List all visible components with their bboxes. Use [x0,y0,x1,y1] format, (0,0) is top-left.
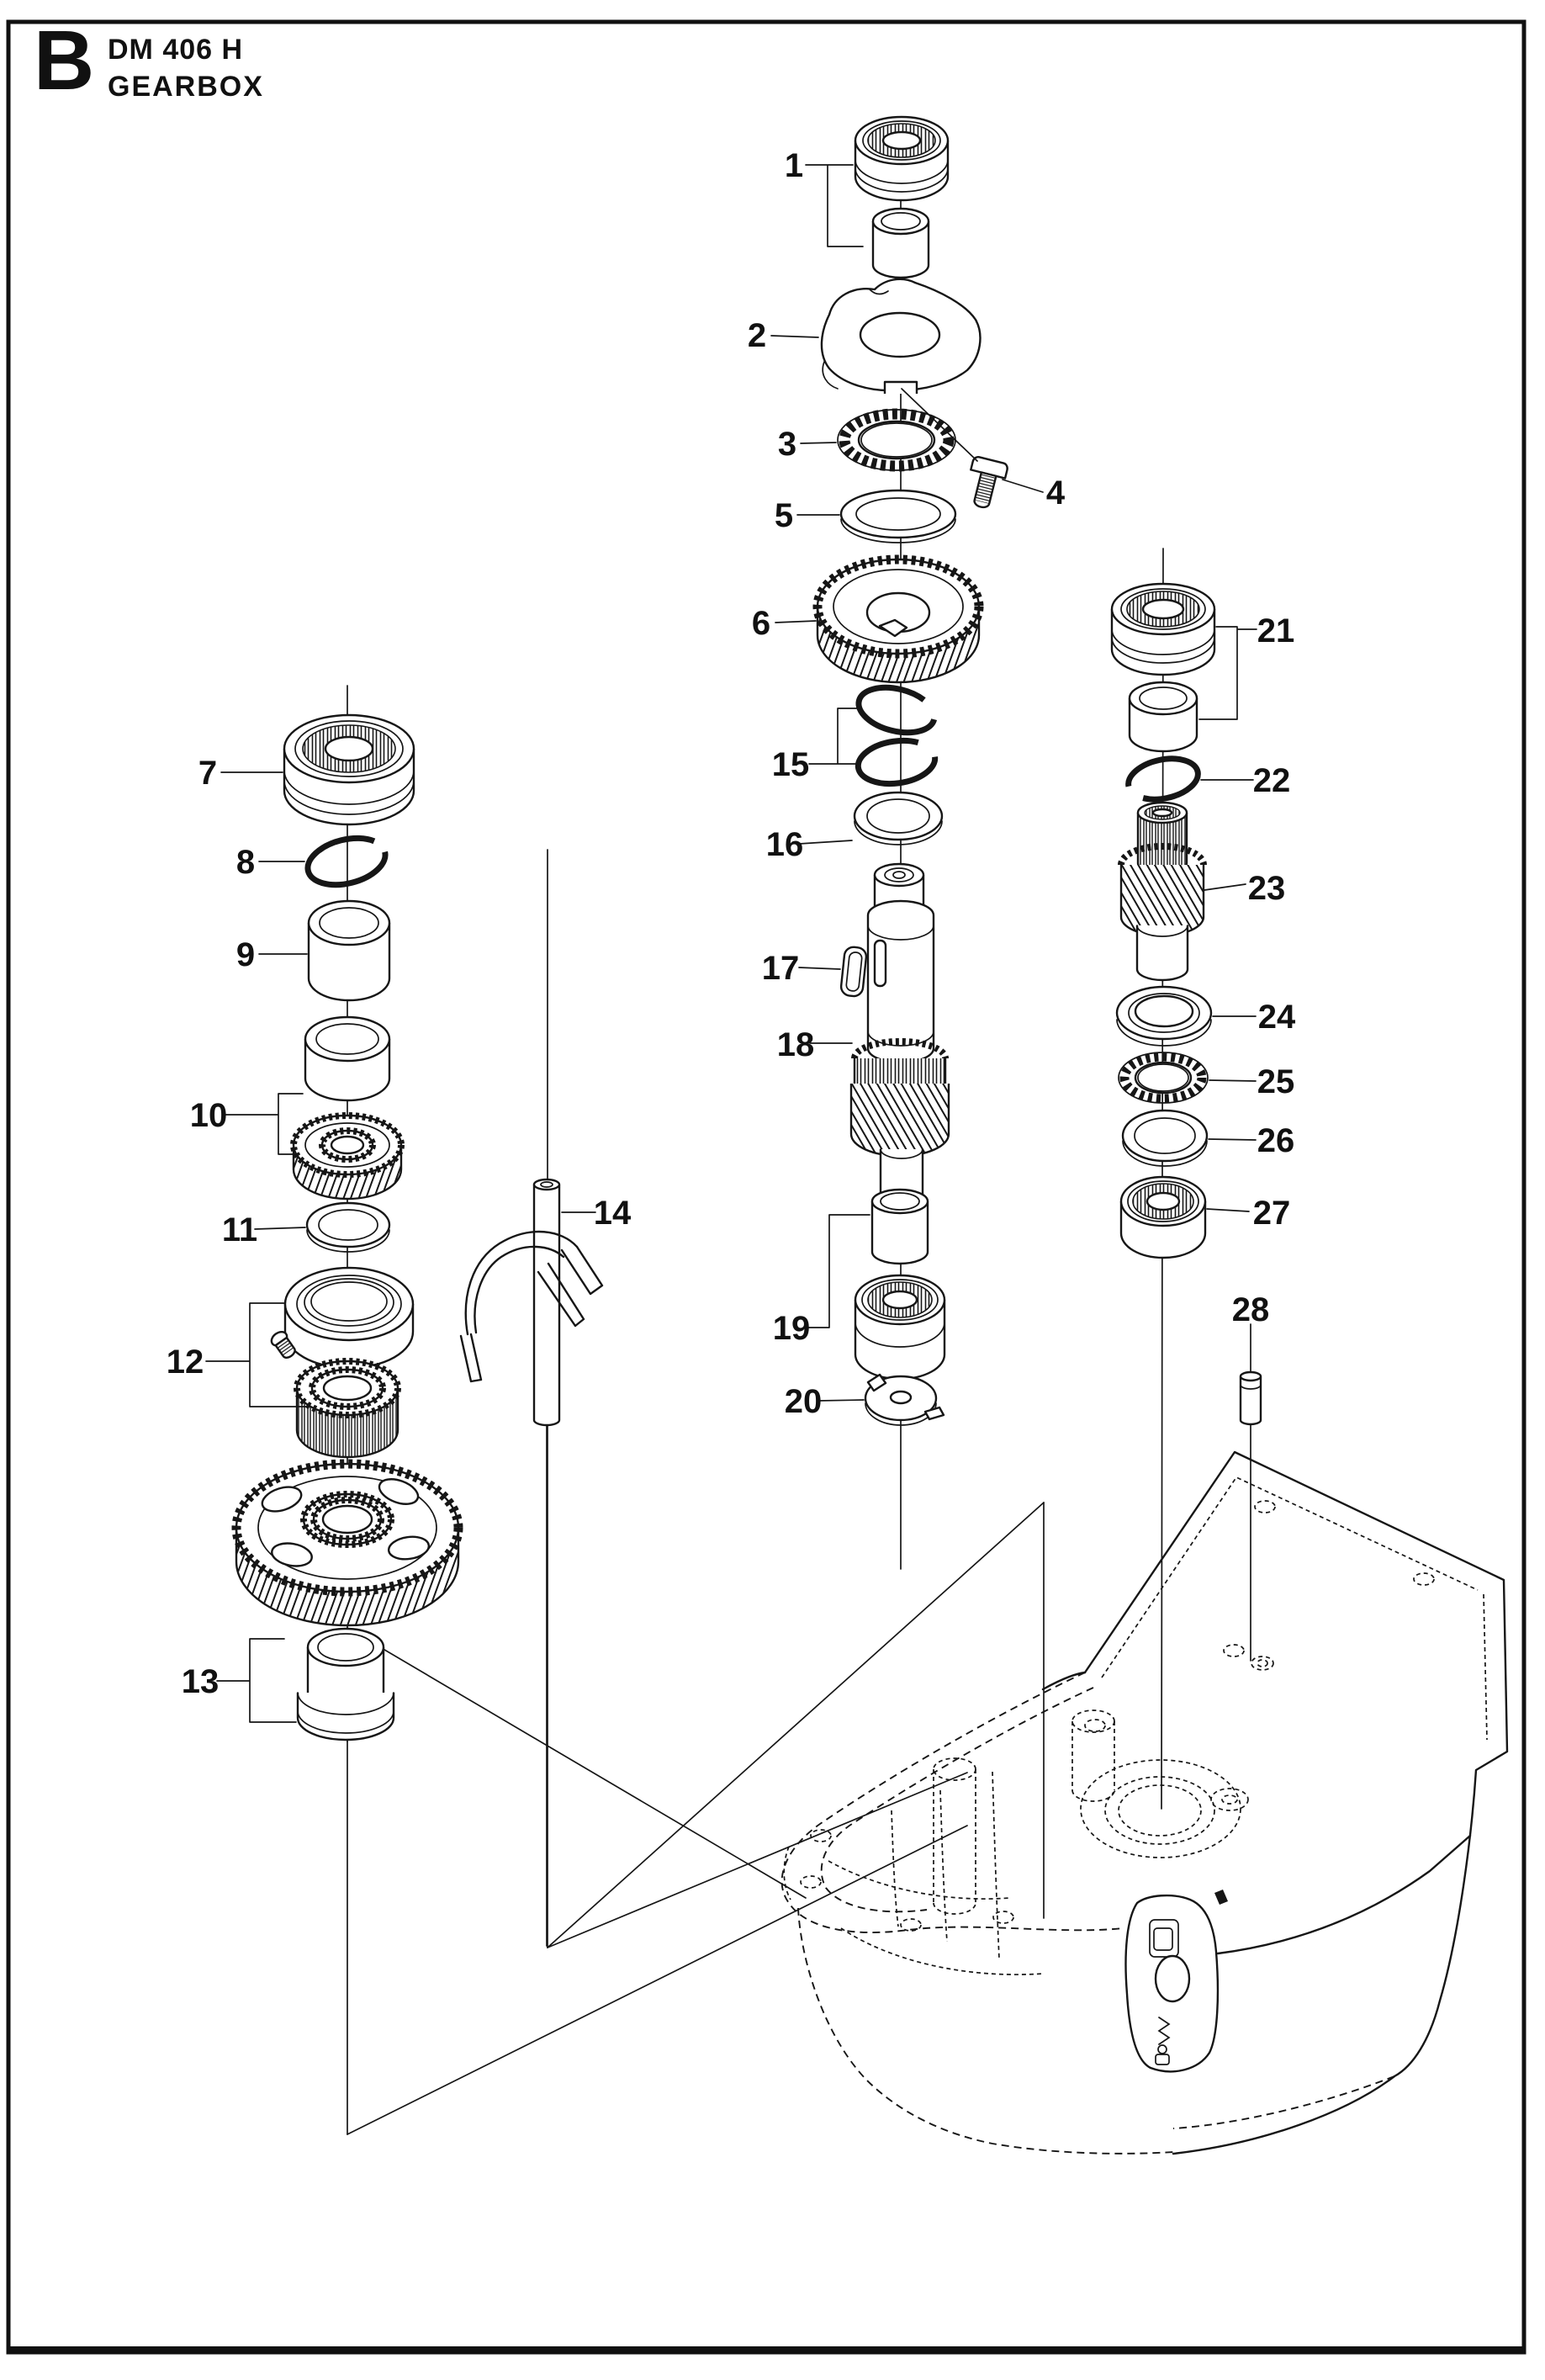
callout-9: 9 [235,936,256,973]
part-21-needle-bearing [1112,584,1214,675]
part-12-splined-hub [297,1361,398,1457]
housing-bolt-holes [801,1501,1434,1931]
part-10-gear-wheel [294,1116,401,1199]
part-17-key [840,946,867,997]
gearbox-housing [782,1452,1507,2154]
part-26-washer [1123,1110,1207,1166]
part-6-helical-gear [817,559,979,682]
callout-16: 16 [765,826,804,863]
part-16-washer [855,792,942,845]
part-23-input-pinion [1121,803,1204,980]
callout-25: 25 [1257,1063,1295,1100]
part-8-snap-ring [303,830,390,892]
part-12-synchro-ring [285,1268,413,1368]
section-index-letter: B [34,13,95,108]
callout-28: 28 [1231,1291,1270,1328]
callout-4: 4 [1045,474,1066,512]
part-13-flanged-bushing [298,1629,394,1740]
part-24-thrust-washer [1117,987,1211,1046]
callout-15: 15 [771,746,810,783]
callout-11: 11 [221,1211,258,1248]
part-2-swash-plate [822,279,981,394]
callout-19: 19 [772,1310,811,1347]
part-14-shift-rod [534,1179,559,1425]
callout-21: 21 [1257,612,1295,649]
part-5-washer [841,490,955,543]
part-21-bushing [1130,682,1197,751]
page-border [8,22,1524,2352]
part-10-bushing [305,1017,389,1100]
callout-13: 13 [181,1663,220,1700]
section-plane-lines [347,850,1044,2134]
part-12-shift-fork [461,1232,602,1381]
part-1-bushing [873,209,929,278]
part-11-washer [307,1203,389,1252]
callout-8: 8 [235,844,256,881]
part-7-needle-bearing [284,715,414,824]
callout-5: 5 [774,497,794,534]
model-title: DM 406 H [108,34,244,66]
callout-18: 18 [776,1026,815,1063]
callout-6: 6 [751,605,771,642]
part-1-needle-bearing [855,117,948,200]
part-20-lock-plate [865,1375,944,1425]
callout-2: 2 [747,317,767,354]
part-15-snap-rings [854,681,939,789]
callout-12: 12 [166,1344,204,1381]
callout-23: 23 [1247,870,1286,907]
callout-7: 7 [198,755,218,792]
part-3-serrated-washer [838,410,955,470]
part-25-serrated-washer [1119,1052,1208,1103]
callout-22: 22 [1252,762,1291,799]
callout-24: 24 [1257,999,1296,1036]
part-27-needle-bearing [1121,1177,1205,1258]
section-title: GEARBOX [108,71,264,103]
callout-17: 17 [761,950,800,987]
part-19-needle-bearing [855,1275,944,1379]
part-4-screw [963,456,1009,511]
part-9-bushing [309,901,389,1000]
callout-27: 27 [1252,1195,1291,1232]
callout-10: 10 [189,1097,228,1134]
housing-screw-marker [1214,1890,1228,1905]
part-28-dowel-pin [1241,1372,1261,1424]
housing-latch-boss [1126,1890,1229,2071]
part-13-helical-gear [236,1464,458,1625]
callout-3: 3 [777,426,797,463]
part-19-bushing [872,1190,928,1264]
part-18-pinion-shaft [851,864,949,1238]
callout-14: 14 [593,1195,632,1232]
callout-26: 26 [1257,1122,1295,1159]
callout-1: 1 [784,147,804,184]
callout-20: 20 [784,1383,823,1420]
